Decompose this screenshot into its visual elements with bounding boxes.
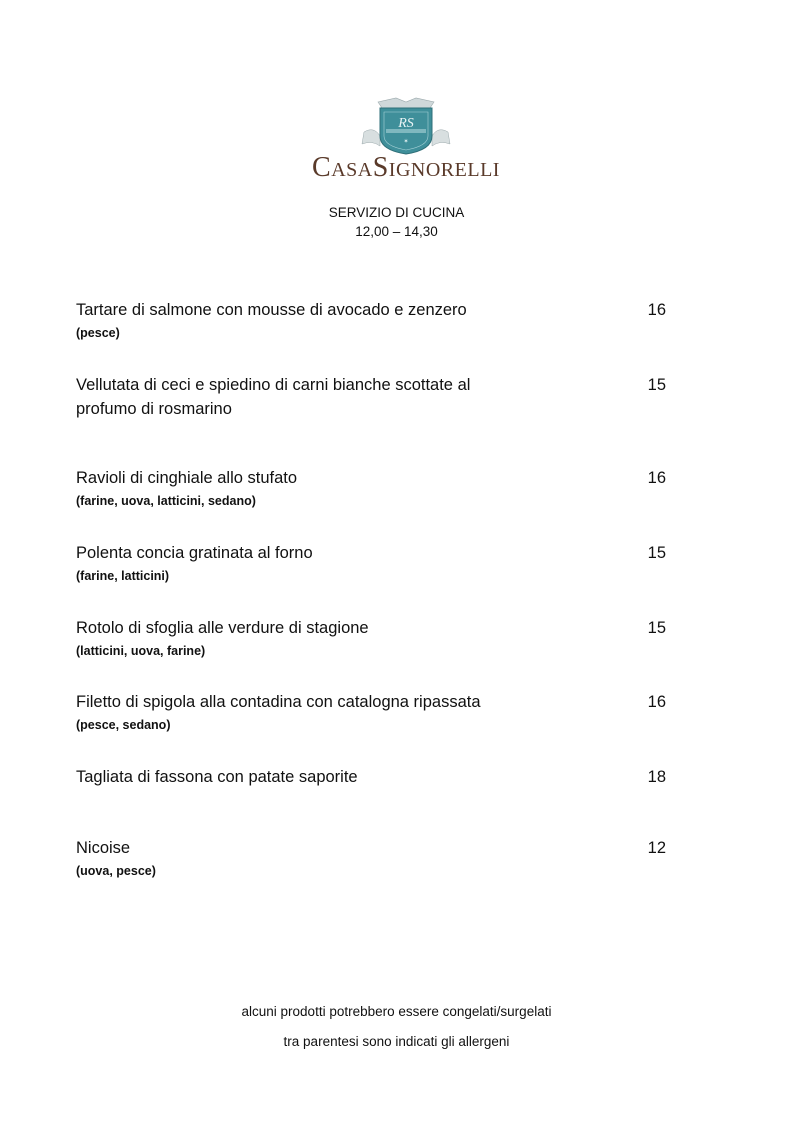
menu-item-allergens: (pesce, sedano) <box>76 718 171 732</box>
menu-item-name: Tartare di salmone con mousse di avocado e zenzero <box>76 301 467 319</box>
menu-item-allergens: (uova, pesce) <box>76 864 156 878</box>
menu-item-price: 16 <box>647 301 666 319</box>
menu-item-price: 15 <box>647 544 666 562</box>
menu-item-allergens: (pesce) <box>76 326 120 340</box>
menu-item <box>76 836 666 880</box>
menu-item-name: Vellutata di ceci e spiedino di carni bianche scottate al profumo di rosmarino <box>76 376 471 418</box>
menu-item-name: Ravioli di cinghiale allo stufato <box>76 469 298 487</box>
menu-item-price: 12 <box>647 839 666 857</box>
brand-name: CasaSignorelli <box>312 152 500 183</box>
service-hours: 12,00 – 14,30 <box>355 224 438 239</box>
menu-item-price: 16 <box>647 469 666 487</box>
footer-note-allergens: tra parentesi sono indicati gli allergeni <box>283 1034 510 1049</box>
menu-item-name: Tagliata di fassona con patate saporite <box>76 768 358 786</box>
menu-item <box>76 616 666 660</box>
logo-monogram: RS <box>398 116 414 131</box>
menu-item <box>76 765 666 789</box>
menu-item-price: 16 <box>647 693 666 711</box>
menu-item <box>76 541 666 585</box>
menu-item-price: 18 <box>647 768 666 786</box>
menu-item-name: Rotolo di sfoglia alle verdure di stagione <box>76 619 369 637</box>
menu-item <box>76 373 666 421</box>
menu-item-name: Nicoise <box>76 839 131 857</box>
service-title: SERVIZIO DI CUCINA <box>328 205 465 220</box>
menu-item-name: Polenta concia gratinata al forno <box>76 544 313 562</box>
menu-item-allergens: (farine, latticini) <box>76 569 170 583</box>
menu-item <box>76 298 666 342</box>
menu-item-allergens: (latticini, uova, farine) <box>76 644 206 658</box>
menu-item-name: Filetto di spigola alla contadina con catalogna ripassata <box>76 693 481 711</box>
footer-note-frozen: alcuni prodotti potrebbero essere congelati/surgelati <box>241 1004 552 1019</box>
menu-item <box>76 690 666 734</box>
menu-item-price: 15 <box>647 619 666 637</box>
menu-item <box>76 466 666 510</box>
svg-text:✶: ✶ <box>403 139 409 145</box>
menu-item-allergens: (farine, uova, latticini, sedano) <box>76 494 256 508</box>
menu-item-price: 15 <box>647 376 666 394</box>
service-header <box>0 203 793 241</box>
